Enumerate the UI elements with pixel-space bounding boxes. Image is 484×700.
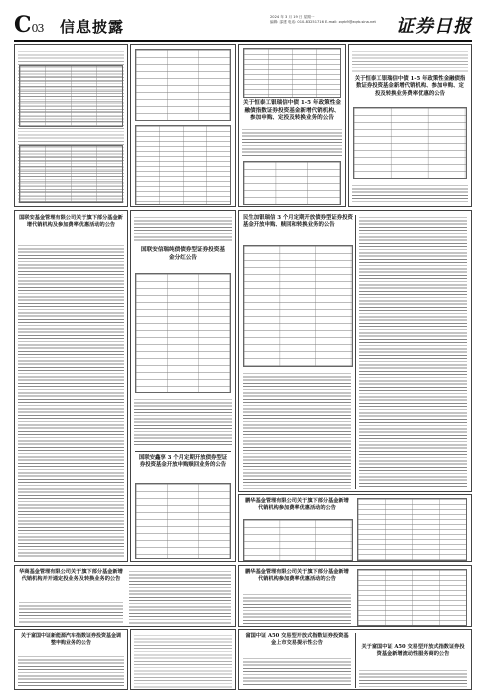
notice-huashang <box>14 565 236 627</box>
article-title: 富国中证 A50 交易型开放式指数证券投资基金上市交易提示性公告 <box>245 633 349 647</box>
notice-fuguo-new-energy <box>14 629 128 690</box>
masthead-logo: 证券日报 <box>396 16 472 37</box>
section-title: 信息披露 <box>60 18 125 36</box>
article-title: 国联安鑫享 3 个月定期开放债券型证券投资基金开放申购赎回业务的公告 <box>138 455 228 469</box>
article-title: 关于富国中证 A50 交易型开放式指数证券投资基金新增流动性服务商的公告 <box>361 644 465 658</box>
article-title: 民生加银瑞信 3 个月定期开放债券型证券投资基金开放申购、赎回和转换业务的公告 <box>243 215 353 229</box>
notice-guolianan-dividend <box>130 210 236 562</box>
notice-top-left <box>14 44 128 207</box>
article-title: 关于恒泰工银瑞信中债 1-5 年政策性金融债指数证券投资基金新增代销机构、参加申购、定投及转换业务费率优惠的公告 <box>354 76 466 97</box>
notice-penghua-1 <box>238 494 472 562</box>
article-title: 国联安信瑞纯债债券型证券投资基金分红公告 <box>141 247 225 261</box>
contact-line: 编辑: 邵建 电话: 010-83251716 E-mail: zqrb9@zqrb.sina.net <box>270 20 376 24</box>
page-header <box>14 10 472 42</box>
notice-top-col3 <box>238 44 346 207</box>
notice-minsheng <box>238 210 472 492</box>
notice-fuguo-a50 <box>130 629 236 690</box>
notice-top-right <box>348 44 472 207</box>
article-title: 鹏华基金管理有限公司关于旗下部分基金新增代销机构参加费率优惠活动的公告 <box>245 569 349 583</box>
article-title: 国联安基金管理有限公司关于旗下部分基金新增代销机构及参加费率优惠活动的公告 <box>19 215 123 229</box>
article-title: 鹏华基金管理有限公司关于旗下部分基金新增代销机构参加费率优惠活动的公告 <box>245 498 349 512</box>
article-title: 华商基金管理有限公司关于旗下部分基金新增代销机构并开通定投业务及转换业务的公告 <box>19 569 123 583</box>
notice-fuguo-a50-listing <box>238 629 472 690</box>
page-number: C03 <box>14 12 44 38</box>
article-title: 关于恒泰工银瑞信中债 1-5 年政策性金融债指数证券投资基金新增代销机构、参加申购、定投及转换业务的公告 <box>243 100 341 122</box>
notice-guolianan <box>14 210 128 562</box>
article-title: 关于富国中证新能源汽车指数证券投资基金调整申购业务的公告 <box>20 633 121 646</box>
notice-penghua-2 <box>238 565 472 627</box>
header-meta <box>270 15 400 25</box>
notice-top-col2 <box>130 44 236 207</box>
date-line: 2024 年 3 月 19 日 星期一 <box>270 15 315 19</box>
